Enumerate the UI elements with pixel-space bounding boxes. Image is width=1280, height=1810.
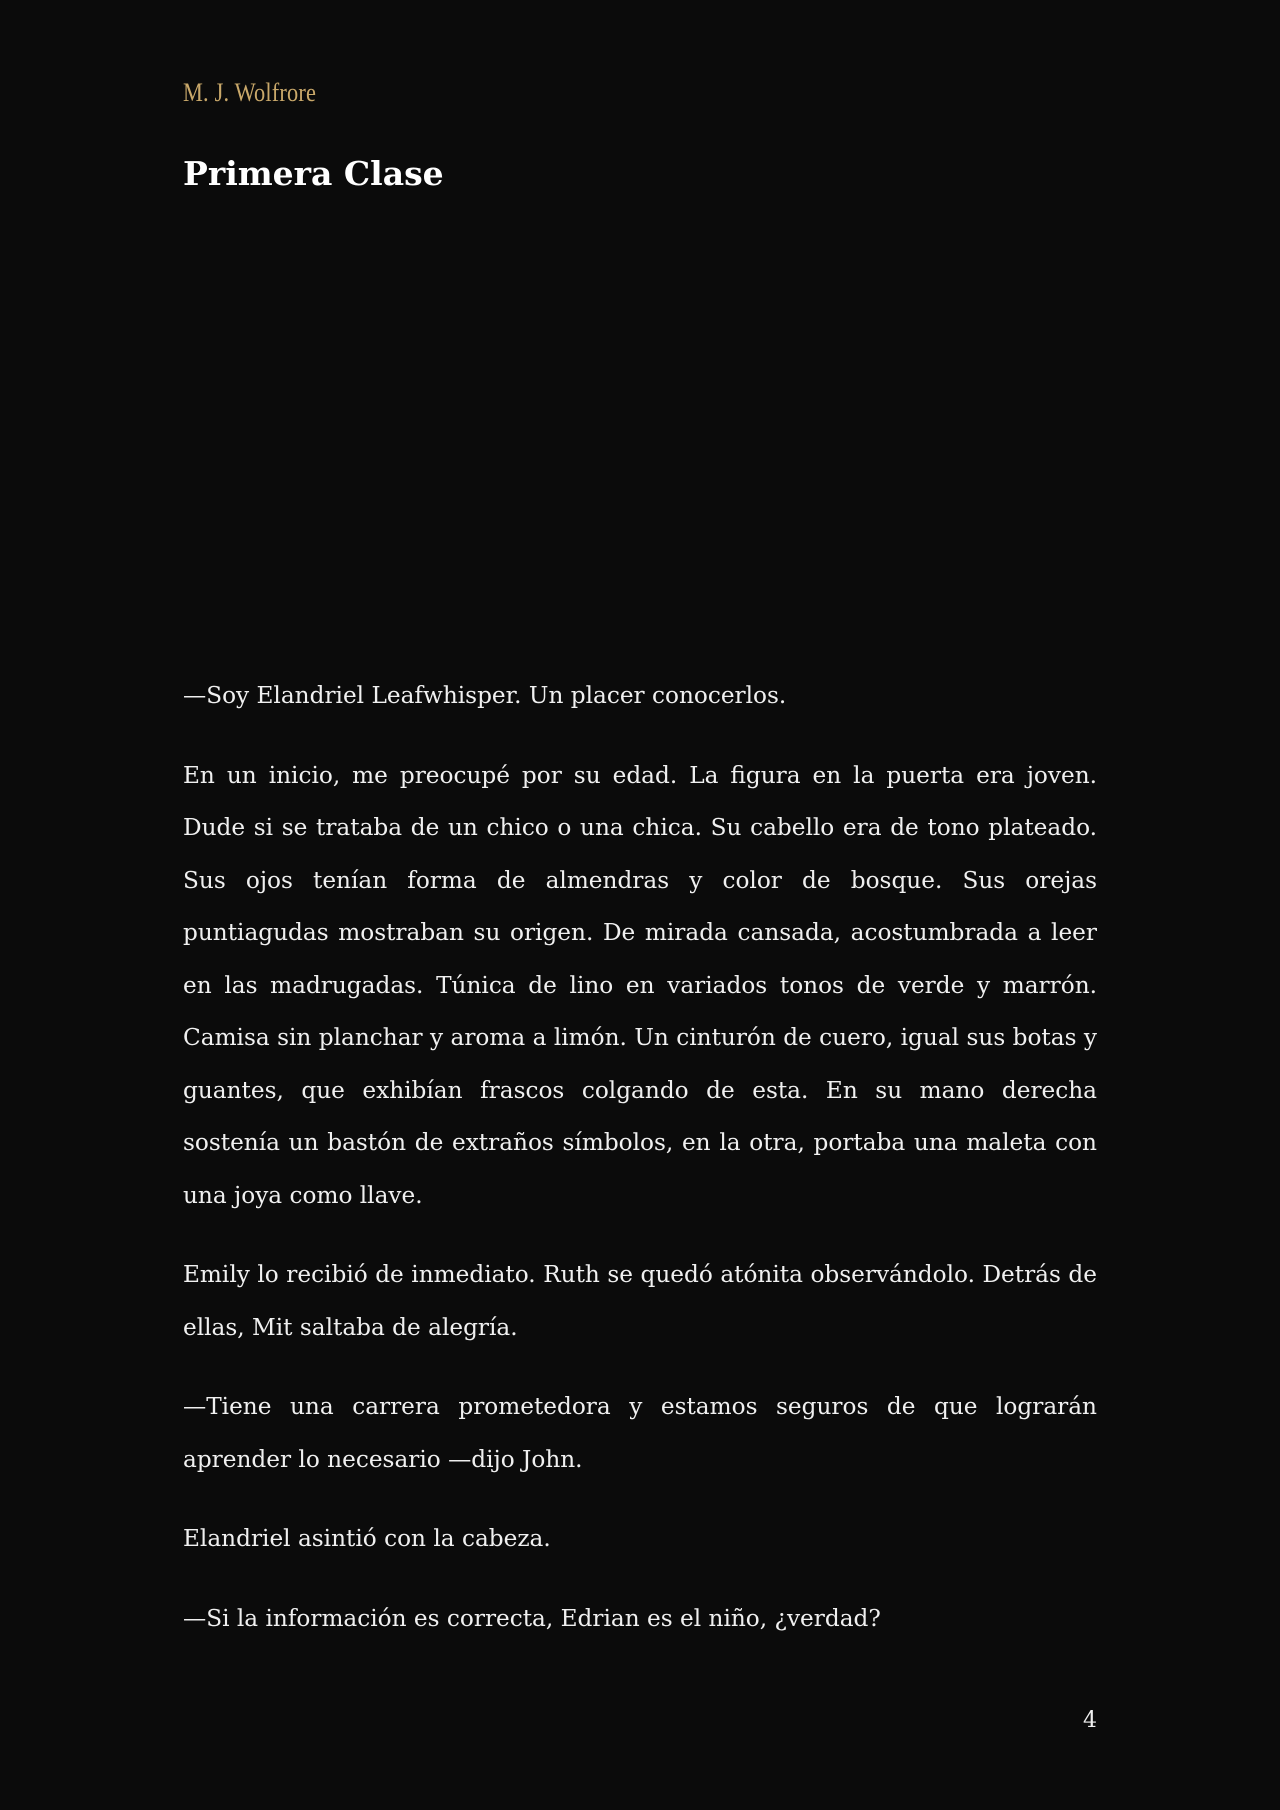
page-number: 4 [1083,1708,1097,1733]
paragraph: —Soy Elandriel Leafwhisper. Un placer conocerlos. [183,682,787,709]
chapter-title: Primera Clase [183,154,444,193]
paragraph: —Si la información es correcta, Edrian es el niño, ¿verdad? [183,1604,881,1632]
chapter-body [183,670,1097,1672]
paragraph: Emily lo recibió de inmediato. Ruth se quedó atónita observándolo. Detrás de ellas, Mit saltaba de alegría. [183,1261,1097,1341]
paragraph: Elandriel asintió con la cabeza. [183,1525,551,1552]
running-header-author: M. J. Wolfrore [183,78,317,107]
paragraph: —Tiene una carrera prometedora y estamos seguros de que lograrán aprender lo necesario —dijo John. [183,1393,1097,1473]
paragraph: En un inicio, me preocupé por su edad. La figura en la puerta era joven. Dude si se trataba de un chico o una chica. Su cabello era de tono plateado. Sus ojos tenían forma de almendras y color de bosque. Sus orejas puntiagudas mostraban su origen. De mirada cansada, acostumbrada a leer en las madrugadas. Túnica de lino en variados tonos de verde y marrón. Camisa sin planchar y aroma a limón. Un cinturón de cuero, igual sus botas y guantes, que exhibían frascos colgando de esta. En su mano derecha sostenía un bastón de extraños símbolos, en la otra, portaba una maleta con una joya como llave. [183,761,1097,1209]
